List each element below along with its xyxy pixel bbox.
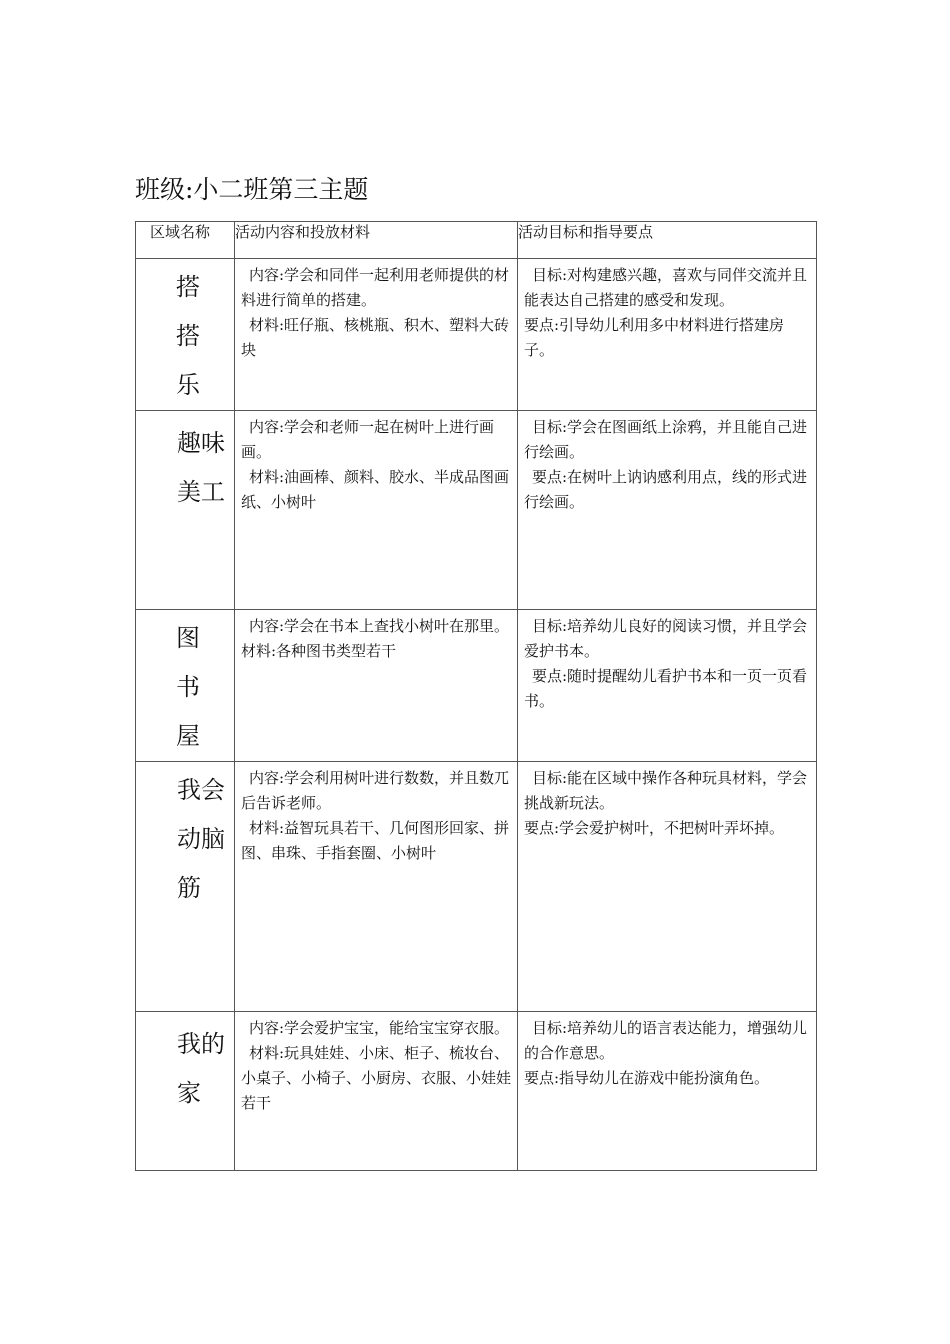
content-text: 内容:学会利用树叶进行数数，并且数兀后告诉老师。 xyxy=(241,769,510,812)
area-name-line: 搭 xyxy=(176,322,200,350)
goals-cell xyxy=(518,259,817,411)
area-name-line: 美工 xyxy=(177,478,225,506)
materials-text: 材料:玩具娃娃、小床、柜子、梳妆台、小桌子、小椅子、小厨房、衣服、小娃娃若干 xyxy=(241,1044,512,1112)
goal-text: 目标:学会在图画纸上涂鸦，并且能自己进行绘画。 xyxy=(524,418,808,461)
header-goals-guidance: 活动目标和指导要点 xyxy=(518,222,817,259)
table-row xyxy=(136,762,817,1012)
content-text: 内容:学会和同伴一起利用老师提供的材料进行简单的搭建。 xyxy=(241,266,510,309)
content-cell xyxy=(235,411,518,610)
goals-cell xyxy=(518,411,817,610)
area-name-line: 图 xyxy=(176,624,200,652)
area-name-line: 我的 xyxy=(177,1030,225,1058)
header-row xyxy=(136,222,817,259)
goals-cell xyxy=(518,1012,817,1171)
area-name-line: 动脑 xyxy=(177,825,225,853)
materials-text: 材料:益智玩具若干、几何图形回家、拼图、串珠、手指套圈、小树叶 xyxy=(241,819,510,862)
guidance-text: 要点:在树叶上讷讷感利用点，线的形式进行绘画。 xyxy=(524,468,808,511)
table-row xyxy=(136,1012,817,1171)
guidance-text: 要点:指导幼儿在游戏中能扮演角色。 xyxy=(524,1069,770,1087)
materials-text: 材料:旺仔瓶、核桃瓶、积木、塑料大砖块 xyxy=(241,316,510,359)
guidance-text: 要点:学会爱护树叶，不把树叶弄坏掉。 xyxy=(524,819,785,837)
area-name-line: 我会 xyxy=(177,776,225,804)
goal-text: 目标:对构建感兴趣，喜欢与同伴交流并且能表达自己搭建的感受和发现。 xyxy=(524,266,808,309)
content-text: 内容:学会和老师一起在树叶上进行画画。 xyxy=(241,418,495,461)
guidance-text: 要点:引导幼儿利用多中材料进行搭建房子。 xyxy=(524,316,785,359)
area-name-line: 屋 xyxy=(176,722,200,750)
goals-cell xyxy=(518,610,817,762)
content-text: 内容:学会在书本上查找小树叶在那里。 xyxy=(249,617,510,635)
area-name-line: 书 xyxy=(176,673,200,701)
guidance-text: 要点:随时提醒幼儿看护书本和一页一页看书。 xyxy=(524,667,808,710)
materials-text: 材料:各种图书类型若干 xyxy=(241,642,397,660)
area-name-line: 趣味 xyxy=(177,429,225,457)
goals-cell xyxy=(518,762,817,1012)
goal-text: 目标:培养幼儿的语言表达能力，增强幼儿的合作意思。 xyxy=(524,1019,808,1062)
header-content-materials: 活动内容和投放材料 xyxy=(235,222,518,259)
area-name-cell xyxy=(136,1012,235,1171)
area-name-cell xyxy=(136,411,235,610)
content-cell xyxy=(235,610,518,762)
content-cell xyxy=(235,259,518,411)
table-row xyxy=(136,411,817,610)
content-cell xyxy=(235,1012,518,1171)
area-name-cell xyxy=(136,259,235,411)
table-row xyxy=(136,610,817,762)
area-name-line: 筋 xyxy=(177,874,201,902)
page-title: 班级:小二班第三主题 xyxy=(135,175,369,204)
content-text: 内容:学会爱护宝宝，能给宝宝穿衣服。 xyxy=(249,1019,510,1037)
activity-plan-table xyxy=(135,221,817,1171)
area-name-cell xyxy=(136,610,235,762)
content-cell xyxy=(235,762,518,1012)
area-name-line: 搭 xyxy=(176,273,200,301)
area-name-line: 乐 xyxy=(176,371,200,399)
materials-text: 材料:油画棒、颜料、胶水、半成品图画纸、小树叶 xyxy=(241,468,510,511)
goal-text: 目标:培养幼儿良好的阅读习惯，并且学会爱护书本。 xyxy=(524,617,808,660)
header-area-name: 区域名称 xyxy=(136,222,235,259)
table-row xyxy=(136,259,817,411)
goal-text: 目标:能在区域中操作各种玩具材料，学会挑战新玩法。 xyxy=(524,769,808,812)
area-name-cell xyxy=(136,762,235,1012)
area-name-line: 家 xyxy=(177,1079,201,1107)
